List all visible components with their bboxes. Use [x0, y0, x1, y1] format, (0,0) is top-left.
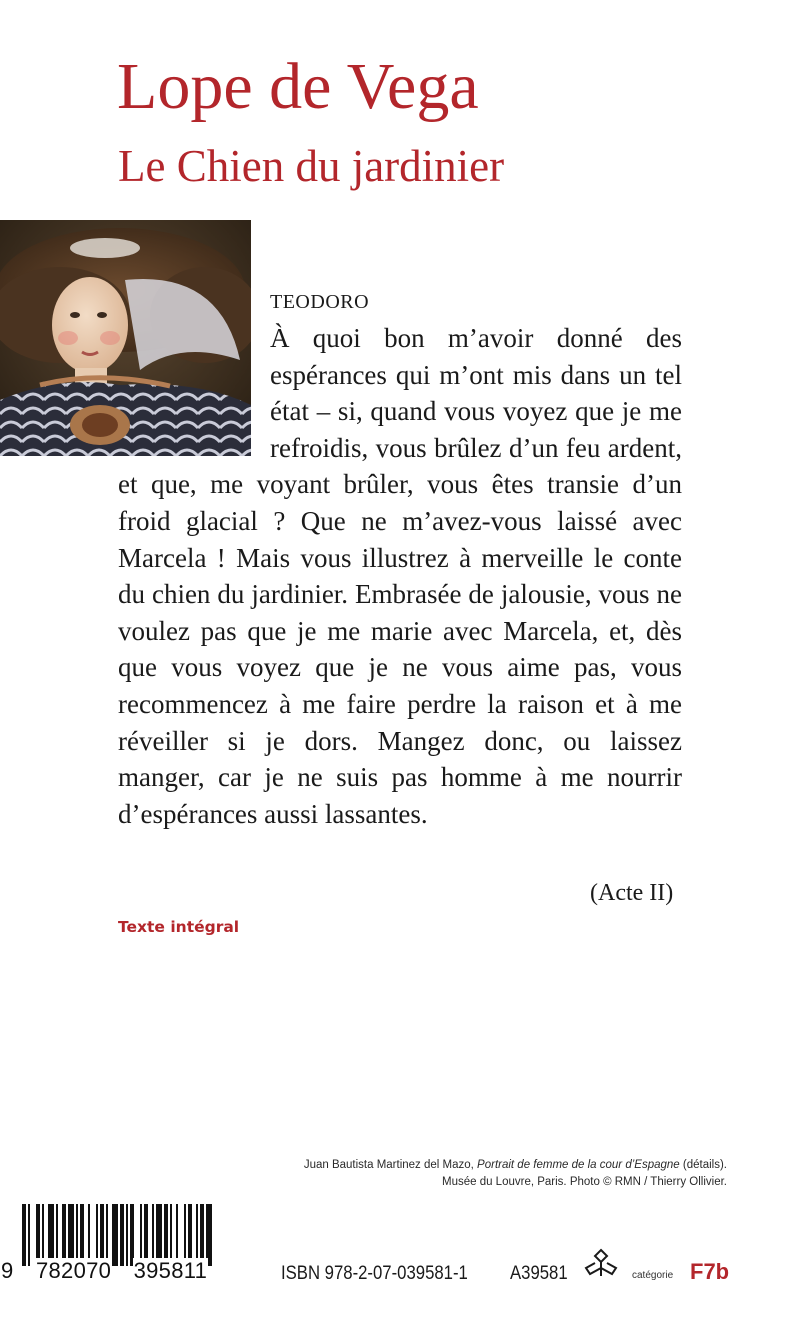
- barcode-bar: [76, 1204, 78, 1266]
- category-code: F7b: [690, 1259, 730, 1284]
- barcode-bar: [48, 1204, 54, 1266]
- credit-work-title: Portrait de femme de la cour d’Espagne: [477, 1159, 680, 1171]
- folio-logo-icon: [583, 1246, 619, 1282]
- excerpt-text-block: [118, 320, 682, 832]
- excerpt-text: À quoi bon m’avoir donné des espérances qui m’ont mis dans un tel état – si, quand vous voyez que je me refroidis, vous brûlez d’un feu ardent, et que, me voyant brûler, vous êtes transie d’un froid glacial ? Que ne m’avez-vous laissé avec Marcela ! Mais vous illustrez à merveille le conte du chien du jardinier. Embrasée de jalousie, vous ne voulez pas que je me marie avec Marcela, et, dès que vous voyez que je ne vous aime pas, vous recommencez à me faire perdre la raison et à me réveiller si je dors. Mangez donc, ou laissez manger, car je ne suis pas homme à me nourrir d’espérances aussi lassantes.: [118, 323, 682, 829]
- barcode-digits-right: 395811: [133, 1258, 208, 1283]
- product-code: A39581: [510, 1263, 568, 1284]
- barcode-bar: [106, 1204, 108, 1266]
- barcode-bar: [88, 1204, 90, 1266]
- barcode-bar: [184, 1204, 186, 1266]
- barcode-bar: [170, 1204, 172, 1266]
- image-credit: [227, 1157, 727, 1191]
- barcode-bar: [156, 1204, 162, 1266]
- barcode-bar: [28, 1204, 30, 1266]
- barcode-bar: [152, 1204, 154, 1266]
- barcode-bar: [56, 1204, 58, 1266]
- barcode-bar: [100, 1204, 104, 1266]
- barcode-bar: [62, 1204, 66, 1266]
- barcode-bar: [112, 1204, 118, 1266]
- book-title: Le Chien du jardinier: [118, 141, 505, 191]
- barcode-bar: [144, 1204, 148, 1266]
- barcode-bar: [126, 1204, 128, 1266]
- full-text-label: Texte intégral: [118, 918, 240, 936]
- author-name: Lope de Vega: [117, 50, 479, 123]
- barcode-bars: [0, 1204, 266, 1266]
- category-label: catégorie: [632, 1270, 674, 1281]
- barcode-bar: [68, 1204, 74, 1266]
- barcode-bar: [176, 1204, 178, 1266]
- barcode-bar: [164, 1204, 168, 1266]
- barcode-digit-first: 9: [1, 1258, 14, 1283]
- credit-line-2: Musée du Louvre, Paris. Photo © RMN / Thierry Ollivier.: [441, 1176, 727, 1188]
- act-reference: (Acte II): [590, 880, 674, 906]
- credit-detail: (détails).: [682, 1159, 727, 1171]
- barcode-digits: [0, 1258, 208, 1284]
- text-wrap-spacer: [118, 320, 270, 465]
- barcode-bar: [120, 1204, 124, 1266]
- barcode-bar: [22, 1204, 26, 1266]
- barcode-bar: [140, 1204, 142, 1266]
- barcode-bar: [96, 1204, 98, 1266]
- isbn-number: ISBN 978-2-07-039581-1: [281, 1263, 468, 1284]
- barcode-bar: [130, 1204, 134, 1266]
- credit-artist: Juan Bautista Martinez del Mazo,: [303, 1159, 474, 1171]
- barcode-digits-left: 782070: [35, 1258, 112, 1283]
- barcode-bar: [200, 1204, 204, 1266]
- barcode-bar: [188, 1204, 192, 1266]
- barcode-bar: [196, 1204, 198, 1266]
- barcode-bar: [36, 1204, 40, 1266]
- barcode-bar: [206, 1204, 212, 1266]
- speaker-name: TEODORO: [270, 291, 370, 313]
- credit-line-1: [227, 1157, 727, 1174]
- barcode-bar: [80, 1204, 84, 1266]
- barcode-bar: [42, 1204, 44, 1266]
